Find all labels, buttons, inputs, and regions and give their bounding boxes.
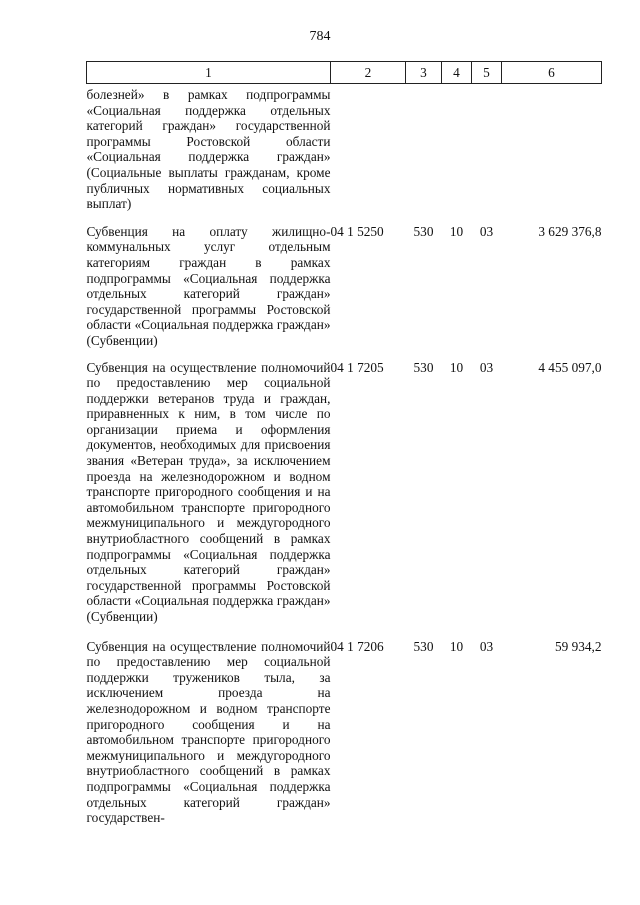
table-row-continuation [87,84,602,219]
header-col-6: 6 [502,62,602,84]
row-subsection: 03 [479,223,494,239]
row-expense-type: 530 [413,223,434,239]
row-section: 10 [449,359,464,375]
header-col-3: 3 [406,62,442,84]
header-col-4: 4 [442,62,472,84]
row-expense-type: 530 [413,638,434,654]
row-target-code: 04 1 5250 [330,223,384,239]
row-amount: 4 455 097,0 [538,359,602,375]
page-number: 784 [309,29,331,44]
row-section: 10 [449,638,464,654]
row-target-code: 04 1 7205 [330,359,384,375]
row-target-code: 04 1 7206 [330,638,384,654]
row-expense-type: 530 [413,359,434,375]
row-subsection: 03 [479,359,494,375]
table-row [87,219,602,355]
table-row [87,631,602,826]
row-description: Субвенция на оплату жилищно-коммунальных услуг отдельным категориям граждан в рамках подпрограммы «Социальная поддержка отдельных категорий граждан» государственной программы Ростовской области «Социальная поддержка граждан» (Субвенции) [86,223,331,348]
row-amount: 3 629 376,8 [538,223,602,239]
row-description: Субвенция на осуществление полномочий по предоставлению мер социальной поддержки тружеников тыла, за исключением проезда на железнодорожном и водном транспорте пригородного сообщения и на автомобильном транспорте пригородного межмуниципального и междугородного внутриобластного сообщений в рамках подпрограммы «Социальная поддержка отдельных категорий граждан» государствен- [86,638,331,826]
header-col-1: 1 [87,62,331,84]
header-col-2: 2 [331,62,406,84]
header-col-5: 5 [472,62,502,84]
row-section: 10 [449,223,464,239]
row-amount: 59 934,2 [554,638,602,654]
row-description: Субвенция на осуществление полномочий по предоставлению мер социальной поддержки ветеранов труда и граждан, приравненных к ним, в том числе по организации приема и оформления документов, необходимых для присвоения звания «Ветеран труда», за исключением проезда на железнодорожном и водном транспорте пригородного сообщения и на автомобильном транспорте пригородного межмуниципального и междугородного внутриобластного сообщений в рамках подпрограммы «Социальная поддержка отдельных категорий граждан» государственной программы Ростовской области «Социальная поддержка граждан» (Субвенции) [86,359,331,624]
table-header-row [87,62,602,84]
budget-table [86,61,602,826]
row-description: болезней» в рамках подпрограммы «Социальная поддержка отдельных категорий граждан» государственной программы Ростовской области «Социальная поддержка граждан» (Социальные выплаты гражданам, кроме публичных нормативных социальных выплат) [86,87,331,212]
table-row [87,355,602,631]
row-subsection: 03 [479,638,494,654]
